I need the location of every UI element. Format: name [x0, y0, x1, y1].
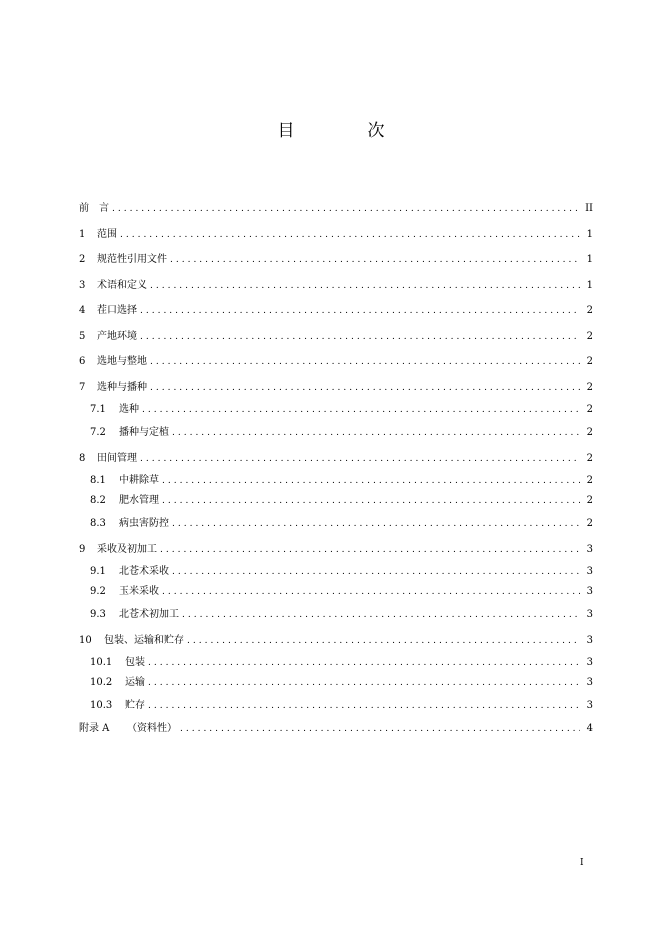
toc-entry-foreword[interactable] [79, 196, 593, 222]
toc-leader-dots [140, 447, 580, 473]
toc-entry-10-2[interactable] [79, 673, 593, 693]
toc-entry-page: 1 [586, 254, 593, 265]
toc-entry-number: 8.3 [90, 518, 106, 529]
toc-leader-dots [182, 603, 580, 629]
toc-entry-page: 2 [586, 475, 593, 486]
toc-entry-page: II [585, 203, 593, 214]
toc-entry-2[interactable] [79, 247, 593, 273]
toc-entry-9-3[interactable] [79, 602, 593, 628]
toc-entry-page: 4 [586, 722, 593, 734]
toc-entry-number: 7.1 [90, 404, 106, 415]
toc-entry-page: 2 [586, 330, 593, 342]
toc-entry-page: 1 [586, 228, 593, 240]
toc-entry-number: 8.2 [90, 495, 106, 506]
toc-entry-page: 3 [586, 634, 593, 646]
toc-entry-1[interactable] [79, 222, 593, 248]
toc-entry-text: 选地与整地 [97, 356, 147, 367]
toc-entry-number: 8 [79, 452, 86, 464]
toc-entry-page: 2 [586, 404, 593, 415]
toc-entry-text: 采收及初加工 [97, 543, 157, 555]
toc-entry-page: 2 [586, 518, 593, 529]
toc-leader-dots [162, 471, 580, 491]
toc-entry-number: 9.2 [90, 586, 106, 597]
toc-entry-number: 6 [79, 356, 86, 367]
toc-entry-page: 2 [586, 356, 593, 367]
toc-leader-dots [162, 491, 580, 511]
toc-entry-page: 3 [586, 700, 593, 711]
toc-entry-text: 规范性引用文件 [97, 254, 167, 265]
toc-entry-10-1[interactable] [79, 653, 593, 673]
toc-entry-9[interactable] [79, 537, 593, 563]
toc-entry-text: 贮存 [125, 700, 145, 711]
toc-entry-page: 3 [586, 657, 593, 668]
toc-entry-number: 7.2 [90, 427, 106, 438]
toc-entry-9-2[interactable] [79, 582, 593, 602]
toc-entry-8[interactable] [79, 446, 593, 472]
toc-leader-dots [187, 629, 580, 655]
toc-entry-page: 2 [586, 381, 593, 393]
toc-entry-6[interactable] [79, 349, 593, 375]
toc-entry-9-1[interactable] [79, 562, 593, 582]
toc-leader-dots [142, 400, 580, 420]
toc-entry-page: 2 [586, 452, 593, 464]
toc-entry-number: 7 [79, 381, 86, 393]
toc-leader-dots [172, 562, 580, 582]
toc-entry-number: 4 [79, 305, 86, 316]
toc-entry-number: 9.1 [90, 566, 106, 577]
toc-entry-number: 2 [79, 254, 86, 265]
toc-entry-text: 产地环境 [97, 330, 137, 342]
toc-entry-text: 包装 [125, 657, 145, 668]
toc-entry-10[interactable] [79, 628, 593, 654]
toc-entry-7-2[interactable] [79, 420, 593, 446]
toc-entry-number: 1 [79, 228, 86, 240]
toc-entry-page: 3 [586, 677, 593, 688]
toc-leader-dots [150, 274, 580, 300]
toc-entry-text: 选种与播种 [97, 381, 147, 393]
toc-leader-dots [140, 325, 580, 351]
toc-leader-dots [170, 248, 580, 274]
toc-entry-4[interactable] [79, 298, 593, 324]
toc-entry-text: （资料性） [127, 722, 177, 734]
toc-leader-dots [172, 512, 580, 538]
table-of-contents [79, 196, 593, 739]
toc-entry-number: 3 [79, 279, 86, 291]
toc-entry-page: 3 [586, 566, 593, 577]
toc-entry-5[interactable] [79, 324, 593, 350]
toc-entry-8-1[interactable] [79, 471, 593, 491]
toc-entry-number: 10.1 [90, 657, 113, 668]
toc-entry-text: 肥水管理 [119, 495, 159, 506]
toc-leader-dots [120, 223, 580, 249]
toc-entry-page: 3 [586, 586, 593, 597]
toc-entry-text: 北苍术采收 [119, 566, 169, 577]
toc-entry-text: 播种与定植 [119, 427, 169, 438]
toc-entry-text: 包装、运输和贮存 [104, 634, 184, 646]
toc-entry-7-1[interactable] [79, 400, 593, 420]
toc-entry-page: 2 [586, 495, 593, 506]
toc-entry-text: 玉米采收 [119, 586, 159, 597]
toc-leader-dots [160, 538, 580, 564]
toc-entry-page: 3 [586, 543, 593, 555]
toc-entry-text: 范围 [97, 228, 117, 240]
toc-leader-dots [150, 376, 580, 402]
toc-entry-page: 3 [586, 609, 593, 620]
toc-entry-page: 2 [586, 427, 593, 438]
toc-entry-7[interactable] [79, 375, 593, 401]
toc-title: 目 次 [277, 121, 413, 141]
toc-entry-text: 运输 [125, 677, 145, 688]
toc-entry-8-3[interactable] [79, 511, 593, 537]
page-number: I [580, 858, 584, 868]
toc-entry-number: 10.3 [90, 700, 113, 711]
toc-entry-text: 病虫害防控 [119, 518, 169, 529]
toc-entry-3[interactable] [79, 273, 593, 299]
toc-leader-dots [140, 299, 580, 325]
toc-entry-text: 前 言 [79, 203, 109, 214]
toc-leader-dots [162, 582, 580, 602]
toc-entry-text: 北苍术初加工 [119, 609, 179, 620]
toc-entry-10-3[interactable] [79, 693, 593, 719]
toc-entry-number: 8.1 [90, 475, 106, 486]
toc-leader-dots [112, 197, 580, 223]
toc-entry-text: 茬口选择 [97, 305, 137, 316]
toc-entry-number: 9 [79, 543, 86, 555]
toc-leader-dots [148, 694, 580, 720]
toc-leader-dots [148, 673, 580, 693]
toc-leader-dots [150, 350, 580, 376]
toc-entry-8-2[interactable] [79, 491, 593, 511]
toc-entry-text: 田间管理 [97, 452, 137, 464]
toc-entry-number: 5 [79, 330, 86, 342]
toc-entry-appendix-a[interactable] [79, 719, 593, 739]
toc-leader-dots [172, 421, 580, 447]
toc-entry-number: 10 [79, 634, 92, 646]
toc-leader-dots [180, 719, 580, 739]
toc-entry-number: 10.2 [90, 677, 113, 688]
toc-entry-page: 2 [586, 305, 593, 316]
toc-entry-page: 1 [586, 279, 593, 291]
toc-entry-number: 9.3 [90, 609, 106, 620]
toc-entry-text: 中耕除草 [119, 475, 159, 486]
toc-entry-number: 附录 A [79, 722, 110, 734]
toc-entry-text: 选种 [119, 404, 139, 415]
toc-leader-dots [148, 653, 580, 673]
toc-entry-text: 术语和定义 [97, 279, 147, 291]
